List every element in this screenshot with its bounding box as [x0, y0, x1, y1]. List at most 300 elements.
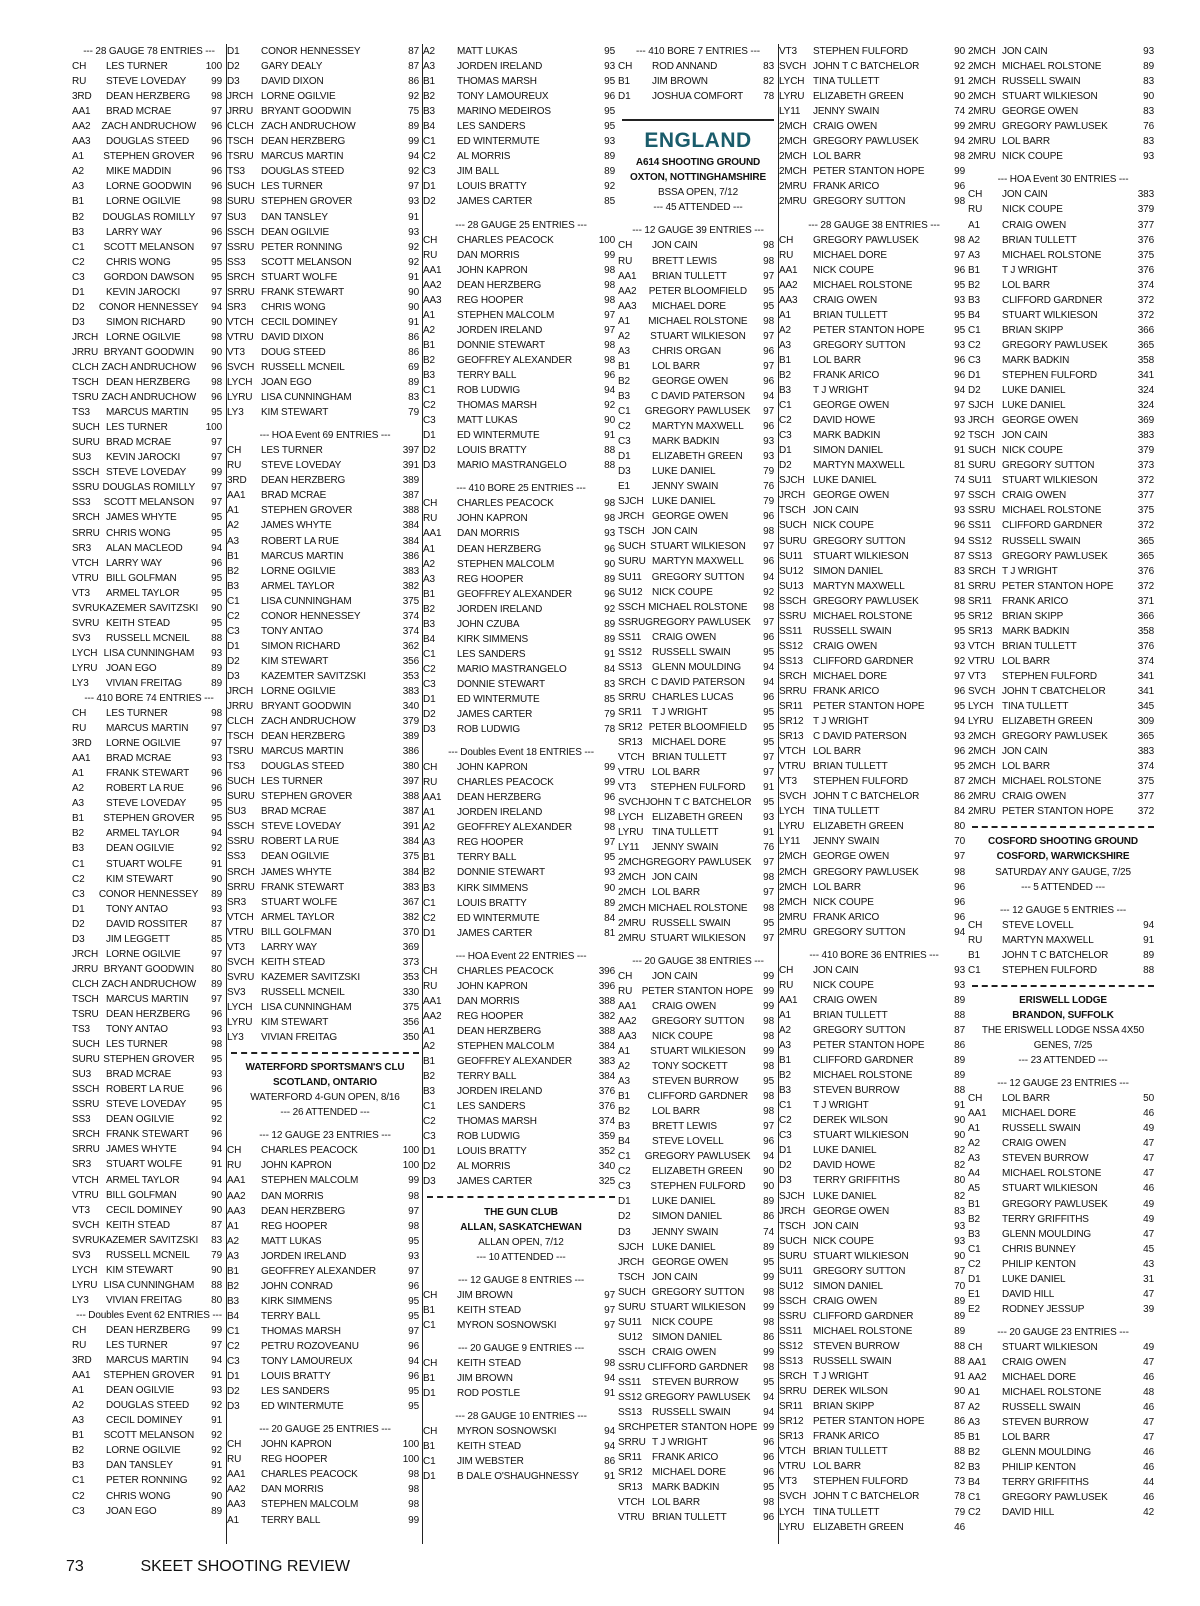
score: 89	[954, 1310, 965, 1322]
shooter-name: JENNY SWAIN	[813, 836, 880, 848]
result-row	[227, 225, 423, 240]
shooter-name: JOSHUA COMFORT	[652, 91, 744, 103]
spacer	[227, 420, 423, 428]
class-code: B4	[968, 1477, 980, 1489]
score: 89	[604, 633, 615, 645]
result-row	[618, 916, 778, 931]
result-row	[423, 89, 619, 104]
result-row	[423, 1099, 619, 1114]
score: 95	[211, 798, 222, 810]
class-code: B4	[423, 633, 435, 645]
shooter-name: GREGORY PAWLUSEK	[645, 616, 751, 628]
result-row	[968, 187, 1158, 202]
score: 94	[763, 676, 774, 688]
shooter-name: NICK COUPE	[1002, 204, 1063, 216]
shooter-name: FRANK ARICO	[813, 181, 880, 193]
class-code: B1	[618, 76, 630, 88]
shooter-name: LOL BARR	[1002, 279, 1050, 291]
shoot-info: --- 26 ATTENDED ---	[280, 1107, 370, 1119]
class-code: D1	[968, 369, 981, 381]
class-code: C2	[72, 873, 85, 885]
shooter-name: GREGORY SUTTON	[813, 196, 906, 208]
result-row	[779, 59, 969, 74]
result-row	[968, 774, 1158, 789]
shooter-name: STEVE LOVELL	[1002, 919, 1074, 931]
class-code: D1	[779, 1145, 792, 1157]
score: 93	[954, 1235, 965, 1247]
shooter-name: JOAN EGO	[106, 1505, 157, 1517]
class-code: D3	[423, 724, 436, 736]
score: 97	[763, 405, 774, 417]
class-code: B3	[423, 1086, 435, 1098]
score: 95	[408, 1386, 419, 1398]
shooter-name: JAMES WHYTE	[106, 1144, 177, 1156]
class-code: JRCH	[618, 511, 645, 523]
result-row	[968, 1272, 1158, 1287]
score: 98	[211, 196, 222, 208]
score: 95	[954, 701, 965, 713]
score: 97	[763, 1121, 774, 1133]
result-row	[423, 1439, 619, 1454]
class-code: B1	[72, 1430, 84, 1442]
shooter-name: LOL BARR	[652, 767, 700, 779]
score: 97	[604, 837, 615, 849]
score: 371	[1137, 595, 1154, 607]
result-row	[779, 759, 969, 774]
result-row	[618, 901, 778, 916]
class-code: B3	[72, 843, 84, 855]
score: 86	[408, 76, 419, 88]
shooter-name: MICHAEL ROLSTONE	[1002, 61, 1102, 73]
score: 47	[1143, 1432, 1154, 1444]
score: 98	[763, 1497, 774, 1509]
result-row	[423, 911, 619, 926]
result-row	[227, 44, 423, 59]
shooter-name: T J WRIGHT	[813, 1100, 869, 1112]
result-row	[227, 488, 423, 503]
shooter-name: STEVE LOVELL	[652, 1136, 724, 1148]
class-code: A1	[618, 315, 630, 327]
class-code: C2	[779, 415, 792, 427]
result-row	[423, 1039, 619, 1054]
class-code: VTRU	[227, 926, 254, 938]
score: 90	[1143, 91, 1154, 103]
result-row	[72, 947, 226, 962]
class-code: 2MCH	[968, 746, 996, 758]
score: 83	[954, 1205, 965, 1217]
class-code: D3	[423, 1176, 436, 1188]
shooter-name: B DALE O'SHAUGHNESSY	[457, 1471, 579, 1483]
shooter-name: DOUGLAS STEED	[106, 136, 190, 148]
class-code: SS13	[968, 550, 992, 562]
class-code: D2	[618, 1211, 631, 1223]
shooter-name: STUART WOLFE	[106, 858, 183, 870]
shooter-name: JON CAIN	[1002, 430, 1048, 442]
result-row	[423, 722, 619, 737]
score: 46	[1143, 1402, 1154, 1414]
shooter-name: GREGORY PAWLUSEK	[1002, 550, 1108, 562]
result-row	[618, 329, 778, 344]
class-code: A1	[618, 1045, 630, 1057]
result-row	[968, 1355, 1158, 1370]
result-row	[618, 675, 778, 690]
shooter-name: ROB LUDWIG	[457, 1131, 520, 1143]
shooter-name: LISA CUNNINGHAM	[261, 392, 352, 404]
result-row	[72, 1022, 226, 1037]
class-code: SR11	[618, 706, 642, 718]
shooter-name: FRANK ARICO	[813, 369, 880, 381]
class-code: C1	[968, 1492, 981, 1504]
shooter-name: MICHAEL ROLSTONE	[813, 1325, 913, 1337]
score: 374	[402, 625, 419, 637]
score: 95	[211, 512, 222, 524]
score: 94	[954, 535, 965, 547]
shooter-name: ELIZABETH GREEN	[652, 812, 743, 824]
result-row	[72, 1082, 226, 1097]
score: 87	[408, 61, 419, 73]
class-code: SSCH	[618, 1346, 646, 1358]
score: 384	[402, 836, 419, 848]
result-row	[227, 443, 423, 458]
score: 91	[408, 316, 419, 328]
class-code: D2	[779, 460, 792, 472]
class-code: C3	[227, 625, 240, 637]
shooter-name: STUART WILKIESON	[1002, 1341, 1098, 1353]
shooter-name: TINA TULLETT	[813, 76, 880, 88]
result-row	[423, 964, 619, 979]
shooter-name: CRAIG OWEN	[652, 631, 717, 643]
shooter-name: VIVIAN FREITAG	[106, 677, 183, 689]
shooter-name: NICK COUPE	[813, 979, 874, 991]
shooter-name: RUSSELL SWAIN	[1002, 1123, 1081, 1135]
class-code: SRCH	[72, 512, 100, 524]
shooter-name: PETER STANTON HOPE	[813, 1040, 925, 1052]
class-code: B3	[423, 882, 435, 894]
result-row	[72, 1278, 226, 1293]
shooter-name: LARRY WAY	[106, 226, 163, 238]
shooter-name: LOL BARR	[813, 881, 861, 893]
shooter-name: CRAIG OWEN	[1002, 490, 1067, 502]
class-code: CH	[72, 61, 87, 73]
result-row	[968, 308, 1158, 323]
shooter-name: LES TURNER	[106, 422, 168, 434]
result-row	[423, 926, 619, 941]
class-code: SRRU	[72, 1144, 100, 1156]
result-row	[618, 585, 778, 600]
result-row	[72, 435, 226, 450]
class-code: B2	[423, 354, 435, 366]
score: 93	[954, 979, 965, 991]
shooter-name: LES TURNER	[106, 1340, 168, 1352]
shooter-name: DAVID HILL	[1002, 1288, 1055, 1300]
score: 98	[211, 331, 222, 343]
result-row	[968, 353, 1158, 368]
class-code: C2	[779, 1115, 792, 1127]
shooter-name: GEORGE OWEN	[1002, 106, 1079, 118]
result-row	[779, 89, 969, 104]
class-code: JRRU	[227, 701, 254, 713]
score: 85	[211, 933, 222, 945]
class-code: SU11	[779, 1265, 803, 1277]
shooter-name: LOL BARR	[652, 1497, 700, 1509]
result-row	[779, 594, 969, 609]
shooter-name: CRAIG OWEN	[813, 121, 878, 133]
result-row	[618, 720, 778, 735]
score: 98	[954, 234, 965, 246]
class-code: D1	[72, 903, 85, 915]
score: 95	[211, 271, 222, 283]
class-code: SU12	[618, 586, 643, 598]
shooter-name: KIRK SIMMENS	[261, 1295, 332, 1307]
result-row	[618, 374, 778, 389]
shooter-name: LISA CUNNINGHAM	[103, 1279, 195, 1291]
class-code: A1	[968, 1387, 980, 1399]
class-code: SSCH	[72, 1084, 100, 1096]
score: 97	[954, 490, 965, 502]
result-row	[618, 419, 778, 434]
score: 96	[954, 896, 965, 908]
result-row	[779, 564, 969, 579]
result-row	[72, 1067, 226, 1082]
score: 97	[408, 1205, 419, 1217]
score: 46	[1143, 1108, 1154, 1120]
class-code: CH	[423, 234, 438, 246]
class-code: C2	[423, 151, 436, 163]
score: 94	[1143, 919, 1154, 931]
shooter-name: BRAD MCRAE	[106, 753, 172, 765]
shooter-name: JON CAIN	[652, 970, 698, 982]
shooter-name: CHARLES PEACOCK	[457, 234, 554, 246]
result-row	[227, 1294, 423, 1309]
class-code: AA2	[227, 1484, 246, 1496]
result-row	[779, 729, 969, 744]
shooter-name: MARTYN MAXWELL	[1002, 934, 1094, 946]
score: 94	[211, 828, 222, 840]
class-code: SSRU	[779, 610, 807, 622]
class-code: B3	[968, 294, 980, 306]
score: 97	[211, 738, 222, 750]
class-code: TS3	[72, 407, 90, 419]
page-footer	[66, 1558, 350, 1576]
class-code: C2	[423, 400, 436, 412]
score: 87	[954, 1265, 965, 1277]
class-code: SURU	[968, 460, 996, 472]
result-row	[968, 458, 1158, 473]
shooter-name: LARRY WAY	[106, 557, 163, 569]
class-code: A2	[72, 1400, 84, 1412]
shooter-name: JIM BROWN	[652, 76, 708, 88]
shooter-name: CHARLES PEACOCK	[261, 1145, 358, 1157]
score: 49	[1143, 1198, 1154, 1210]
result-row	[423, 617, 619, 632]
score: 46	[1143, 1183, 1154, 1195]
shooter-name: ROBERT LA RUE	[261, 535, 339, 547]
score: 98	[408, 1190, 419, 1202]
score: 79	[408, 407, 419, 419]
score: 99	[763, 1346, 774, 1358]
score: 91	[604, 1388, 615, 1400]
shooter-name: LORNE OGILVIE	[106, 331, 181, 343]
class-code: RU	[779, 979, 794, 991]
shooter-name: STEVEN BURROW	[1002, 1153, 1089, 1165]
result-row	[779, 413, 969, 428]
shooter-name: REG HOOPER	[261, 1220, 328, 1232]
shooter-name: CHARLES LUCAS	[652, 691, 734, 703]
class-code: RU	[968, 204, 983, 216]
score: 92	[954, 430, 965, 442]
class-code: D1	[618, 1196, 631, 1208]
class-code: A1	[72, 1385, 84, 1397]
shooter-name: MICHAEL DORE	[813, 670, 887, 682]
score: 380	[402, 761, 419, 773]
class-code: C2	[968, 1258, 981, 1270]
result-row	[423, 353, 619, 368]
score: 47	[1143, 1153, 1154, 1165]
score: 358	[1137, 625, 1154, 637]
class-code: SSCH	[227, 226, 255, 238]
shooter-name: KIM STEWART	[261, 655, 329, 667]
shooter-name: LUKE DANIEL	[652, 1196, 716, 1208]
result-row	[72, 887, 226, 902]
shooter-name: BRAD MCRAE	[261, 806, 327, 818]
class-code: A1	[72, 151, 84, 163]
shooter-name: JIM LEGGETT	[106, 933, 170, 945]
score: 95	[408, 1310, 419, 1322]
result-row	[968, 149, 1158, 164]
class-code: A2	[968, 234, 980, 246]
shooter-name: MARCUS MARTIN	[106, 723, 189, 735]
shooter-name: MARK BADKIN	[1002, 354, 1070, 366]
result-row	[227, 240, 423, 255]
shoot-info: --- 45 ATTENDED ---	[653, 202, 743, 214]
score: 99	[604, 762, 615, 774]
shooter-name: DOUG STEED	[261, 346, 326, 358]
class-code: AA1	[423, 264, 442, 276]
result-row	[779, 119, 969, 134]
shooter-name: ELIZABETH GREEN	[652, 1166, 743, 1178]
result-row	[72, 992, 226, 1007]
class-code: AA1	[72, 753, 91, 765]
result-row	[968, 119, 1158, 134]
score: 93	[954, 415, 965, 427]
score: 90	[954, 1130, 965, 1142]
shooter-name: LUKE DANIEL	[813, 475, 877, 487]
class-code: SR13	[618, 1482, 643, 1494]
result-row	[968, 443, 1158, 458]
class-code: TSCH	[618, 526, 645, 538]
result-row	[618, 600, 778, 615]
shooter-name: LUKE DANIEL	[652, 1241, 716, 1253]
score: 84	[954, 806, 965, 818]
result-row	[423, 59, 619, 74]
shooter-name: STEPHEN FULFORD	[1002, 670, 1097, 682]
result-row	[72, 164, 226, 179]
result-row	[227, 1249, 423, 1264]
score: 83	[1143, 76, 1154, 88]
result-row	[227, 104, 423, 119]
score: 88	[211, 1279, 222, 1291]
score: 79	[763, 466, 774, 478]
class-code: SU12	[618, 1331, 643, 1343]
shooter-name: KEITH STEAD	[106, 617, 170, 629]
shooter-name: MARTYN MAXWELL	[652, 556, 744, 568]
shooter-name: JOHN KAPRON	[457, 762, 528, 774]
class-code: SR12	[618, 721, 643, 733]
result-row	[968, 1460, 1158, 1475]
shooter-name: ELIZABETH GREEN	[813, 91, 904, 103]
result-row	[618, 1104, 778, 1119]
class-code: A2	[423, 324, 435, 336]
score: 97	[211, 482, 222, 494]
result-row	[423, 896, 619, 911]
spacer	[423, 941, 619, 949]
result-row	[779, 44, 969, 59]
result-row	[72, 1037, 226, 1052]
score: 96	[211, 557, 222, 569]
shooter-name: DOUGLAS ROMILLY	[102, 211, 196, 223]
class-code: SUCH	[779, 1235, 807, 1247]
score: 96	[408, 1280, 419, 1292]
class-code: 2MCH	[779, 121, 807, 133]
score: 93	[1143, 46, 1154, 57]
shooter-name: TINA TULLETT	[813, 1506, 880, 1518]
shooter-name: NICK COUPE	[813, 264, 874, 276]
result-row	[72, 841, 226, 856]
score: 93	[954, 731, 965, 743]
class-code: CLCH	[227, 121, 254, 133]
class-code: 2MRU	[968, 151, 996, 163]
class-code: SR3	[227, 301, 247, 313]
class-code: LYCH	[72, 647, 98, 659]
shooter-name: TERRY GRIFFITHS	[1002, 1477, 1089, 1489]
shooter-name: MARCUS MARTIN	[106, 993, 189, 1005]
score: 96	[763, 556, 774, 568]
result-row	[423, 820, 619, 835]
score: 76	[763, 481, 774, 493]
score: 90	[408, 301, 419, 313]
class-code: C3	[423, 166, 436, 178]
result-row	[618, 434, 778, 449]
country-heading: ENGLAND	[644, 129, 752, 153]
result-row	[968, 579, 1158, 594]
shooter-name: RUSSELL MCNEIL	[261, 361, 345, 373]
shooter-name: LUKE DANIEL	[1002, 1273, 1066, 1285]
event-header: --- 410 BORE 36 ENTRIES ---	[809, 949, 939, 961]
result-row	[72, 766, 226, 781]
class-code: LYCH	[779, 806, 805, 818]
result-row	[779, 895, 969, 910]
class-code: SS13	[618, 661, 642, 673]
class-code: B2	[618, 1106, 630, 1118]
shooter-name: CHRIS WONG	[106, 1490, 171, 1502]
score: 94	[604, 1441, 615, 1453]
class-code: SJCH	[779, 1190, 805, 1202]
score: 98	[954, 196, 965, 208]
score: 340	[598, 1161, 615, 1173]
shooter-name: GLENN MOULDING	[1002, 1447, 1092, 1459]
shooter-name: LOL BARR	[652, 360, 700, 372]
class-code: A1	[72, 768, 84, 780]
result-row	[618, 885, 778, 900]
class-code: JRCH	[779, 490, 806, 502]
shooter-name: LORNE OGILVIE	[106, 196, 181, 208]
score: 388	[402, 791, 419, 803]
class-code: A1	[779, 309, 791, 321]
shooter-name: DEREK WILSON	[813, 1386, 888, 1398]
result-row	[968, 699, 1158, 714]
shooter-name: TINA TULLETT	[813, 806, 880, 818]
shooter-name: KAZEMER SAVITZSKI	[99, 602, 199, 614]
